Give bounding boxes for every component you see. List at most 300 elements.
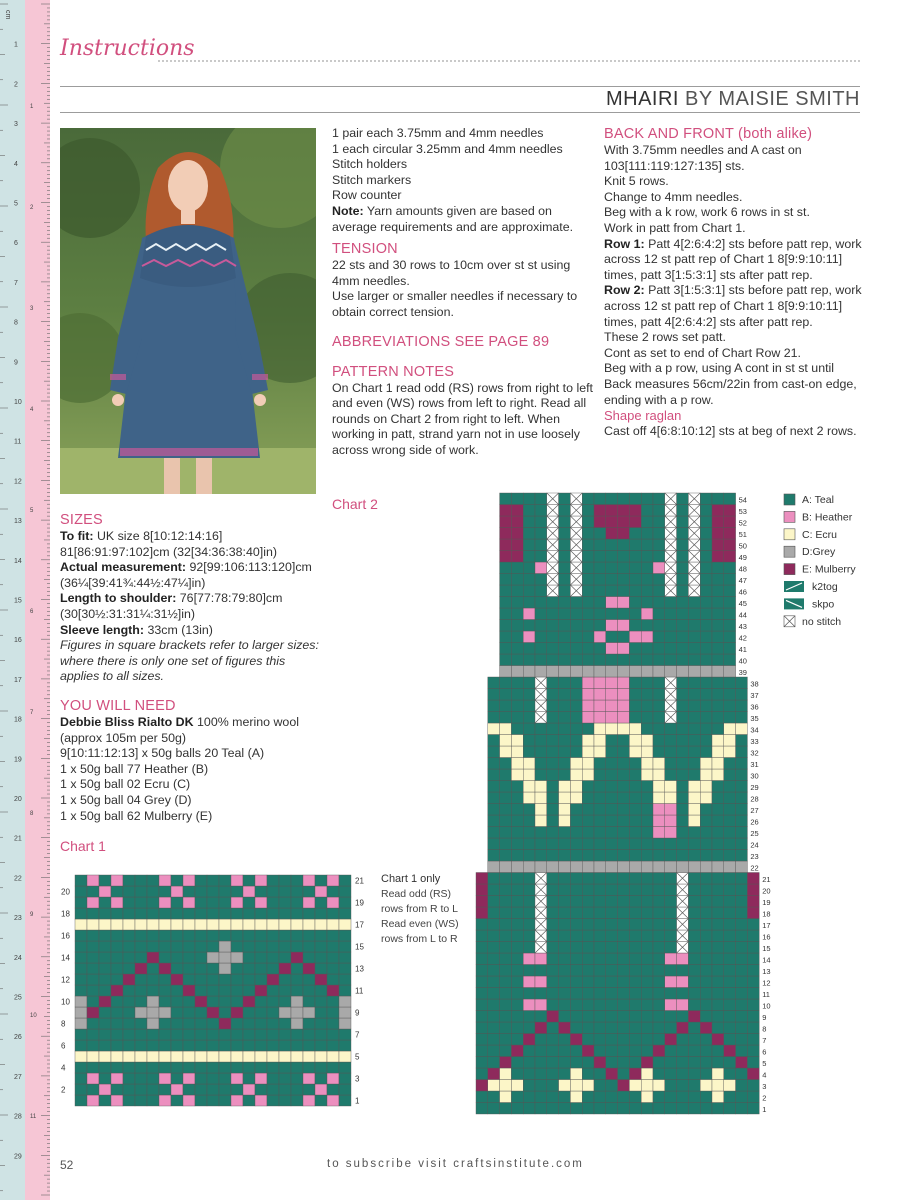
ruler-inch-number: 1 — [30, 104, 34, 110]
chart2-stitch — [570, 815, 582, 827]
chart1-stitch — [255, 1029, 267, 1040]
chart2-stitch — [488, 999, 500, 1011]
chart2-stitch — [535, 562, 547, 574]
chart2-stitch — [629, 792, 641, 804]
chart2-stitch — [606, 930, 618, 942]
chart2-stitch — [570, 689, 582, 701]
chart2-stitch — [700, 551, 712, 563]
chart2-stitch — [653, 528, 665, 540]
chart2-stitch — [570, 1091, 582, 1103]
chart2-stitch — [653, 907, 665, 919]
chart2-stitch — [700, 700, 712, 712]
chart2-stitch — [582, 643, 594, 655]
chart2-stitch — [688, 942, 700, 954]
chart1-stitch — [123, 996, 135, 1007]
chart2-stitch — [618, 815, 630, 827]
chart1-stitch — [87, 875, 99, 886]
chart2-stitch — [724, 562, 736, 574]
chart2-stitch — [677, 999, 689, 1011]
chart2-stitch — [606, 723, 618, 735]
chart2-stitch — [606, 677, 618, 689]
chart2-stitch — [700, 988, 712, 1000]
chart2-stitch — [511, 942, 523, 954]
chart1-stitch — [207, 1084, 219, 1095]
chart1-stitch — [135, 1051, 147, 1062]
chart2-stitch — [736, 804, 748, 816]
chart2-stitch — [476, 976, 488, 988]
chart1-stitch — [183, 963, 195, 974]
chart2-row-number: 5 — [762, 1059, 767, 1068]
chart2-stitch — [724, 965, 736, 977]
chart1-stitch — [75, 908, 87, 919]
chart2-stitch — [500, 1068, 512, 1080]
chart2-stitch — [570, 677, 582, 689]
legend-swatch-B — [784, 511, 795, 522]
chart2-stitch — [724, 528, 736, 540]
chart2-stitch — [570, 608, 582, 620]
chart2-stitch — [700, 643, 712, 655]
chart2-stitch — [488, 838, 500, 850]
chart2-stitch — [523, 827, 535, 839]
chart2-stitch — [712, 884, 724, 896]
chart2-stitch — [476, 1057, 488, 1069]
chart2-stitch — [606, 1011, 618, 1023]
instruction-line: Change to 4mm needles. — [604, 189, 743, 204]
chart1-stitch — [99, 974, 111, 985]
pattern-name: MHAIRI — [605, 88, 679, 110]
chart2-stitch — [641, 781, 653, 793]
chart2-stitch — [736, 942, 748, 954]
chart2-stitch — [736, 907, 748, 919]
chart1-stitch — [87, 1073, 99, 1084]
chart2-stitch — [712, 689, 724, 701]
chart2-stitch — [547, 942, 559, 954]
chart2-stitch — [523, 746, 535, 758]
legend-label: A: Teal — [802, 494, 834, 506]
chart2-stitch — [641, 1022, 653, 1034]
ruler-cm-number: 25 — [14, 994, 22, 1002]
chart1-stitch — [183, 974, 195, 985]
chart2-stitch — [629, 838, 641, 850]
chart1-stitch — [303, 1029, 315, 1040]
length-text-2: (30[30½:31:31¼:31½]in) — [60, 606, 196, 621]
chart2-stitch — [582, 493, 594, 505]
chart2-stitch — [618, 758, 630, 770]
chart1-row-number: 2 — [61, 1085, 66, 1095]
chart2-stitch — [570, 746, 582, 758]
chart2-stitch — [736, 930, 748, 942]
chart2-stitch — [570, 643, 582, 655]
ruler-inch-number: 5 — [30, 508, 34, 514]
chart1-stitch — [339, 974, 351, 985]
chart2-stitch — [476, 999, 488, 1011]
chart2-stitch — [724, 827, 736, 839]
chart1-stitch — [303, 1007, 315, 1018]
chart1-stitch — [255, 1007, 267, 1018]
chart2-stitch — [736, 1068, 748, 1080]
chart2-stitch — [559, 562, 571, 574]
chart1-stitch — [183, 985, 195, 996]
chart1-stitch — [279, 985, 291, 996]
chart2-stitch — [523, 539, 535, 551]
chart1-stitch — [135, 985, 147, 996]
chart2-stitch — [712, 1068, 724, 1080]
chart2-stitch — [618, 884, 630, 896]
chart1-stitch — [219, 919, 231, 930]
chart2-stitch — [653, 1034, 665, 1046]
chart1-note-line: rows from R to L — [381, 903, 459, 915]
chart1-row-number: 16 — [61, 931, 70, 941]
chart2-stitch — [653, 689, 665, 701]
chart2-stitch — [535, 988, 547, 1000]
chart2-stitch — [535, 643, 547, 655]
chart2-stitch — [665, 953, 677, 965]
chart2-stitch — [488, 769, 500, 781]
chart2-row-number: 8 — [762, 1024, 767, 1034]
chart2-stitch — [712, 861, 724, 873]
chart2-stitch — [629, 953, 641, 965]
chart2-stitch — [629, 746, 641, 758]
chart2-stitch — [677, 689, 689, 701]
chart2-stitch — [547, 643, 559, 655]
chart1-stitch — [195, 908, 207, 919]
ruler-cm-number: 18 — [14, 716, 22, 724]
chart1-stitch — [123, 1084, 135, 1095]
chart1-stitch — [231, 930, 243, 941]
chart2-stitch — [700, 1091, 712, 1103]
chart1-stitch — [207, 875, 219, 886]
chart2-stitch — [535, 804, 547, 816]
chart2-stitch — [523, 1068, 535, 1080]
chart1-row-number: 7 — [355, 1030, 360, 1040]
chart2-stitch — [594, 585, 606, 597]
chart2-stitch — [724, 999, 736, 1011]
chart1-stitch — [171, 1007, 183, 1018]
chart1-stitch — [171, 1062, 183, 1073]
chart2-stitch — [629, 896, 641, 908]
chart1-stitch — [147, 1051, 159, 1062]
chart2-stitch — [724, 919, 736, 931]
chart2-stitch — [547, 666, 559, 678]
chart2-stitch — [712, 919, 724, 931]
chart2-stitch — [665, 1068, 677, 1080]
chart2-stitch — [688, 930, 700, 942]
chart1-stitch — [75, 1084, 87, 1095]
chart2-stitch — [724, 815, 736, 827]
chart2-stitch — [511, 735, 523, 747]
chart2-stitch — [677, 1068, 689, 1080]
chart2-stitch — [535, 746, 547, 758]
chart1-stitch — [303, 1062, 315, 1073]
chart2-stitch — [653, 493, 665, 505]
chart2-stitch — [724, 700, 736, 712]
chart2-stitch — [700, 953, 712, 965]
chart2-stitch — [606, 620, 618, 632]
chart2-stitch — [665, 907, 677, 919]
chart2-stitch — [500, 1034, 512, 1046]
chart2-stitch — [547, 907, 559, 919]
chart2-stitch — [594, 976, 606, 988]
chart2-stitch — [582, 758, 594, 770]
chart2-stitch — [594, 896, 606, 908]
chart1-note — [381, 872, 459, 947]
chart2-stitch — [606, 804, 618, 816]
chart2-stitch — [688, 873, 700, 885]
chart1-stitch — [147, 963, 159, 974]
chart1-stitch — [315, 897, 327, 908]
chart2-stitch — [665, 654, 677, 666]
back-front-section — [604, 126, 864, 439]
chart2-stitch — [535, 654, 547, 666]
chart2-stitch — [511, 804, 523, 816]
chart2-stitch — [665, 1103, 677, 1115]
chart1-stitch — [207, 1051, 219, 1062]
chart2-stitch — [594, 1034, 606, 1046]
footer-url: to subscribe visit craftsinstitute.com — [327, 1158, 584, 1170]
chart2-stitch — [570, 873, 582, 885]
chart2-stitch — [582, 999, 594, 1011]
chart1-stitch — [231, 886, 243, 897]
chart2-stitch — [618, 827, 630, 839]
chart2-stitch — [724, 930, 736, 942]
chart2-stitch — [724, 769, 736, 781]
chart2-stitch — [476, 1034, 488, 1046]
chart2-stitch — [665, 735, 677, 747]
chart1-stitch — [219, 952, 231, 963]
chart1-stitch — [135, 952, 147, 963]
chart1-stitch — [207, 919, 219, 930]
chart1-stitch — [291, 985, 303, 996]
chart2-stitch — [559, 1057, 571, 1069]
chart2-stitch — [582, 654, 594, 666]
chart1-stitch — [339, 908, 351, 919]
chart1-stitch — [231, 1051, 243, 1062]
chart2-stitch — [582, 677, 594, 689]
chart2-stitch — [712, 1080, 724, 1092]
chart2-stitch — [653, 735, 665, 747]
chart1-stitch — [327, 897, 339, 908]
chart2-stitch — [712, 723, 724, 735]
chart2-stitch — [736, 712, 748, 724]
chart1-stitch — [267, 963, 279, 974]
chart2-stitch — [641, 712, 653, 724]
chart2-stitch — [747, 965, 759, 977]
chart1-stitch — [327, 974, 339, 985]
chart1-stitch — [279, 974, 291, 985]
chart2-stitch — [688, 1068, 700, 1080]
chart1-stitch — [327, 1029, 339, 1040]
ruler-cm-number: 12 — [14, 478, 22, 486]
chart2-stitch — [665, 758, 677, 770]
chart2-stitch — [677, 493, 689, 505]
chart2-stitch — [712, 781, 724, 793]
chart1-stitch — [147, 1029, 159, 1040]
chart1-stitch — [195, 930, 207, 941]
legend-label: D:Grey — [802, 546, 836, 559]
chart1-stitch — [243, 941, 255, 952]
chart2-stitch — [547, 620, 559, 632]
chart2-stitch — [641, 896, 653, 908]
chart2-stitch — [700, 493, 712, 505]
chart2-row-number: 6 — [762, 1047, 767, 1057]
chart1-stitch — [207, 1029, 219, 1040]
chart2-stitch — [500, 597, 512, 609]
chart1-stitch — [291, 1051, 303, 1062]
chart2-row-number: 50 — [738, 541, 747, 551]
chart2-stitch — [523, 597, 535, 609]
chart2-stitch — [582, 827, 594, 839]
chart2-stitch — [641, 608, 653, 620]
chart2-stitch — [736, 781, 748, 793]
chart2-stitch — [606, 988, 618, 1000]
chart1-stitch — [123, 875, 135, 886]
chart2-row-number: 49 — [738, 553, 747, 562]
chart2-stitch — [712, 1103, 724, 1115]
chart2-stitch — [535, 574, 547, 586]
chart1-stitch — [183, 897, 195, 908]
chart2-stitch — [594, 723, 606, 735]
chart1-row-number: 18 — [61, 909, 70, 919]
ruler-cm-number: 27 — [14, 1073, 22, 1081]
chart2-stitch — [653, 574, 665, 586]
chart1-stitch — [183, 919, 195, 930]
chart2-stitch — [677, 551, 689, 563]
chart2-stitch — [700, 792, 712, 804]
chart2-stitch — [559, 1091, 571, 1103]
chart2-stitch — [618, 1022, 630, 1034]
chart2-stitch — [629, 758, 641, 770]
chart1-stitch — [315, 1062, 327, 1073]
chart2-stitch — [594, 677, 606, 689]
chart1-stitch — [267, 1073, 279, 1084]
chart2-stitch — [559, 1103, 571, 1115]
chart2-stitch — [606, 850, 618, 862]
section-header: Instructions — [60, 36, 195, 61]
chart2-stitch — [677, 562, 689, 574]
chart2-stitch — [547, 781, 559, 793]
chart2-stitch — [535, 723, 547, 735]
chart2-stitch — [594, 700, 606, 712]
chart2-stitch — [665, 850, 677, 862]
chart2-stitch — [594, 551, 606, 563]
chart2-stitch — [712, 873, 724, 885]
chart2-stitch — [629, 1103, 641, 1115]
chart2-stitch — [500, 735, 512, 747]
chart2-stitch — [594, 631, 606, 643]
chart1-stitch — [279, 875, 291, 886]
chart1-stitch — [243, 908, 255, 919]
chart1-stitch — [75, 1073, 87, 1084]
chart2-stitch — [535, 781, 547, 793]
chart1-stitch — [99, 952, 111, 963]
chart1-stitch — [231, 996, 243, 1007]
chart1-stitch — [315, 952, 327, 963]
chart1-stitch — [339, 1040, 351, 1051]
chart2-stitch — [629, 976, 641, 988]
chart1-stitch — [159, 930, 171, 941]
chart1-row-number: 5 — [355, 1052, 360, 1062]
chart2-stitch — [594, 1068, 606, 1080]
chart2-stitch — [500, 930, 512, 942]
chart1-stitch — [183, 1018, 195, 1029]
chart2-stitch — [665, 815, 677, 827]
chart2-stitch — [559, 884, 571, 896]
chart2-stitch — [606, 551, 618, 563]
chart2-stitch — [582, 792, 594, 804]
chart2-stitch — [736, 1057, 748, 1069]
chart2-stitch — [641, 620, 653, 632]
chart1-stitch — [219, 1040, 231, 1051]
chart2-stitch — [500, 942, 512, 954]
chart1-stitch — [159, 1018, 171, 1029]
chart1-stitch — [291, 1073, 303, 1084]
instruction-line: These 2 rows set patt. — [604, 330, 726, 345]
chart1-stitch — [327, 1062, 339, 1073]
chart2-stitch — [594, 999, 606, 1011]
chart2-stitch — [500, 551, 512, 563]
chart2-stitch — [547, 896, 559, 908]
chart1-stitch — [207, 985, 219, 996]
chart2-stitch — [606, 643, 618, 655]
ruler-inch-number: 11 — [30, 1114, 37, 1120]
chart1-stitch — [219, 1051, 231, 1062]
chart2-stitch — [677, 758, 689, 770]
chart2-stitch — [736, 1011, 748, 1023]
chart2-stitch — [700, 539, 712, 551]
chart2-stitch — [677, 827, 689, 839]
chart2-stitch — [747, 1034, 759, 1046]
chart2-stitch — [665, 1057, 677, 1069]
chart1-stitch — [75, 897, 87, 908]
chart2-stitch — [618, 528, 630, 540]
chart2-stitch — [688, 781, 700, 793]
chart2-stitch — [547, 815, 559, 827]
chart2-stitch — [629, 1011, 641, 1023]
chart2-stitch — [500, 528, 512, 540]
chart1-stitch — [315, 941, 327, 952]
chart1-stitch — [279, 963, 291, 974]
chart2-stitch — [511, 539, 523, 551]
chart2-stitch — [653, 677, 665, 689]
chart2-label: Chart 2 — [332, 496, 378, 512]
chart2-stitch — [606, 942, 618, 954]
chart2-stitch — [700, 1034, 712, 1046]
chart2-stitch — [559, 735, 571, 747]
shape-raglan-text: Cast off 4[6:8:10:12] sts at beg of next 2 rows. — [604, 423, 857, 438]
chart2-stitch — [712, 539, 724, 551]
chart2-stitch — [700, 965, 712, 977]
chart2-stitch — [547, 631, 559, 643]
chart2-stitch — [559, 1080, 571, 1092]
chart2-row-number: 9 — [762, 1013, 767, 1022]
chart1-stitch — [291, 1040, 303, 1051]
chart2-stitch — [629, 712, 641, 724]
chart1-stitch — [243, 952, 255, 963]
chart2-stitch — [547, 1103, 559, 1115]
chart2-stitch — [476, 1022, 488, 1034]
chart2-stitch — [677, 815, 689, 827]
chart2-stitch — [594, 769, 606, 781]
chart1-stitch — [171, 941, 183, 952]
chart2-stitch — [606, 827, 618, 839]
chart1-stitch — [99, 1073, 111, 1084]
chart2-stitch — [688, 677, 700, 689]
chart2-stitch — [700, 574, 712, 586]
chart2-stitch — [688, 654, 700, 666]
chart2-stitch — [594, 1011, 606, 1023]
chart1-stitch — [327, 919, 339, 930]
chart1-stitch — [135, 1095, 147, 1106]
